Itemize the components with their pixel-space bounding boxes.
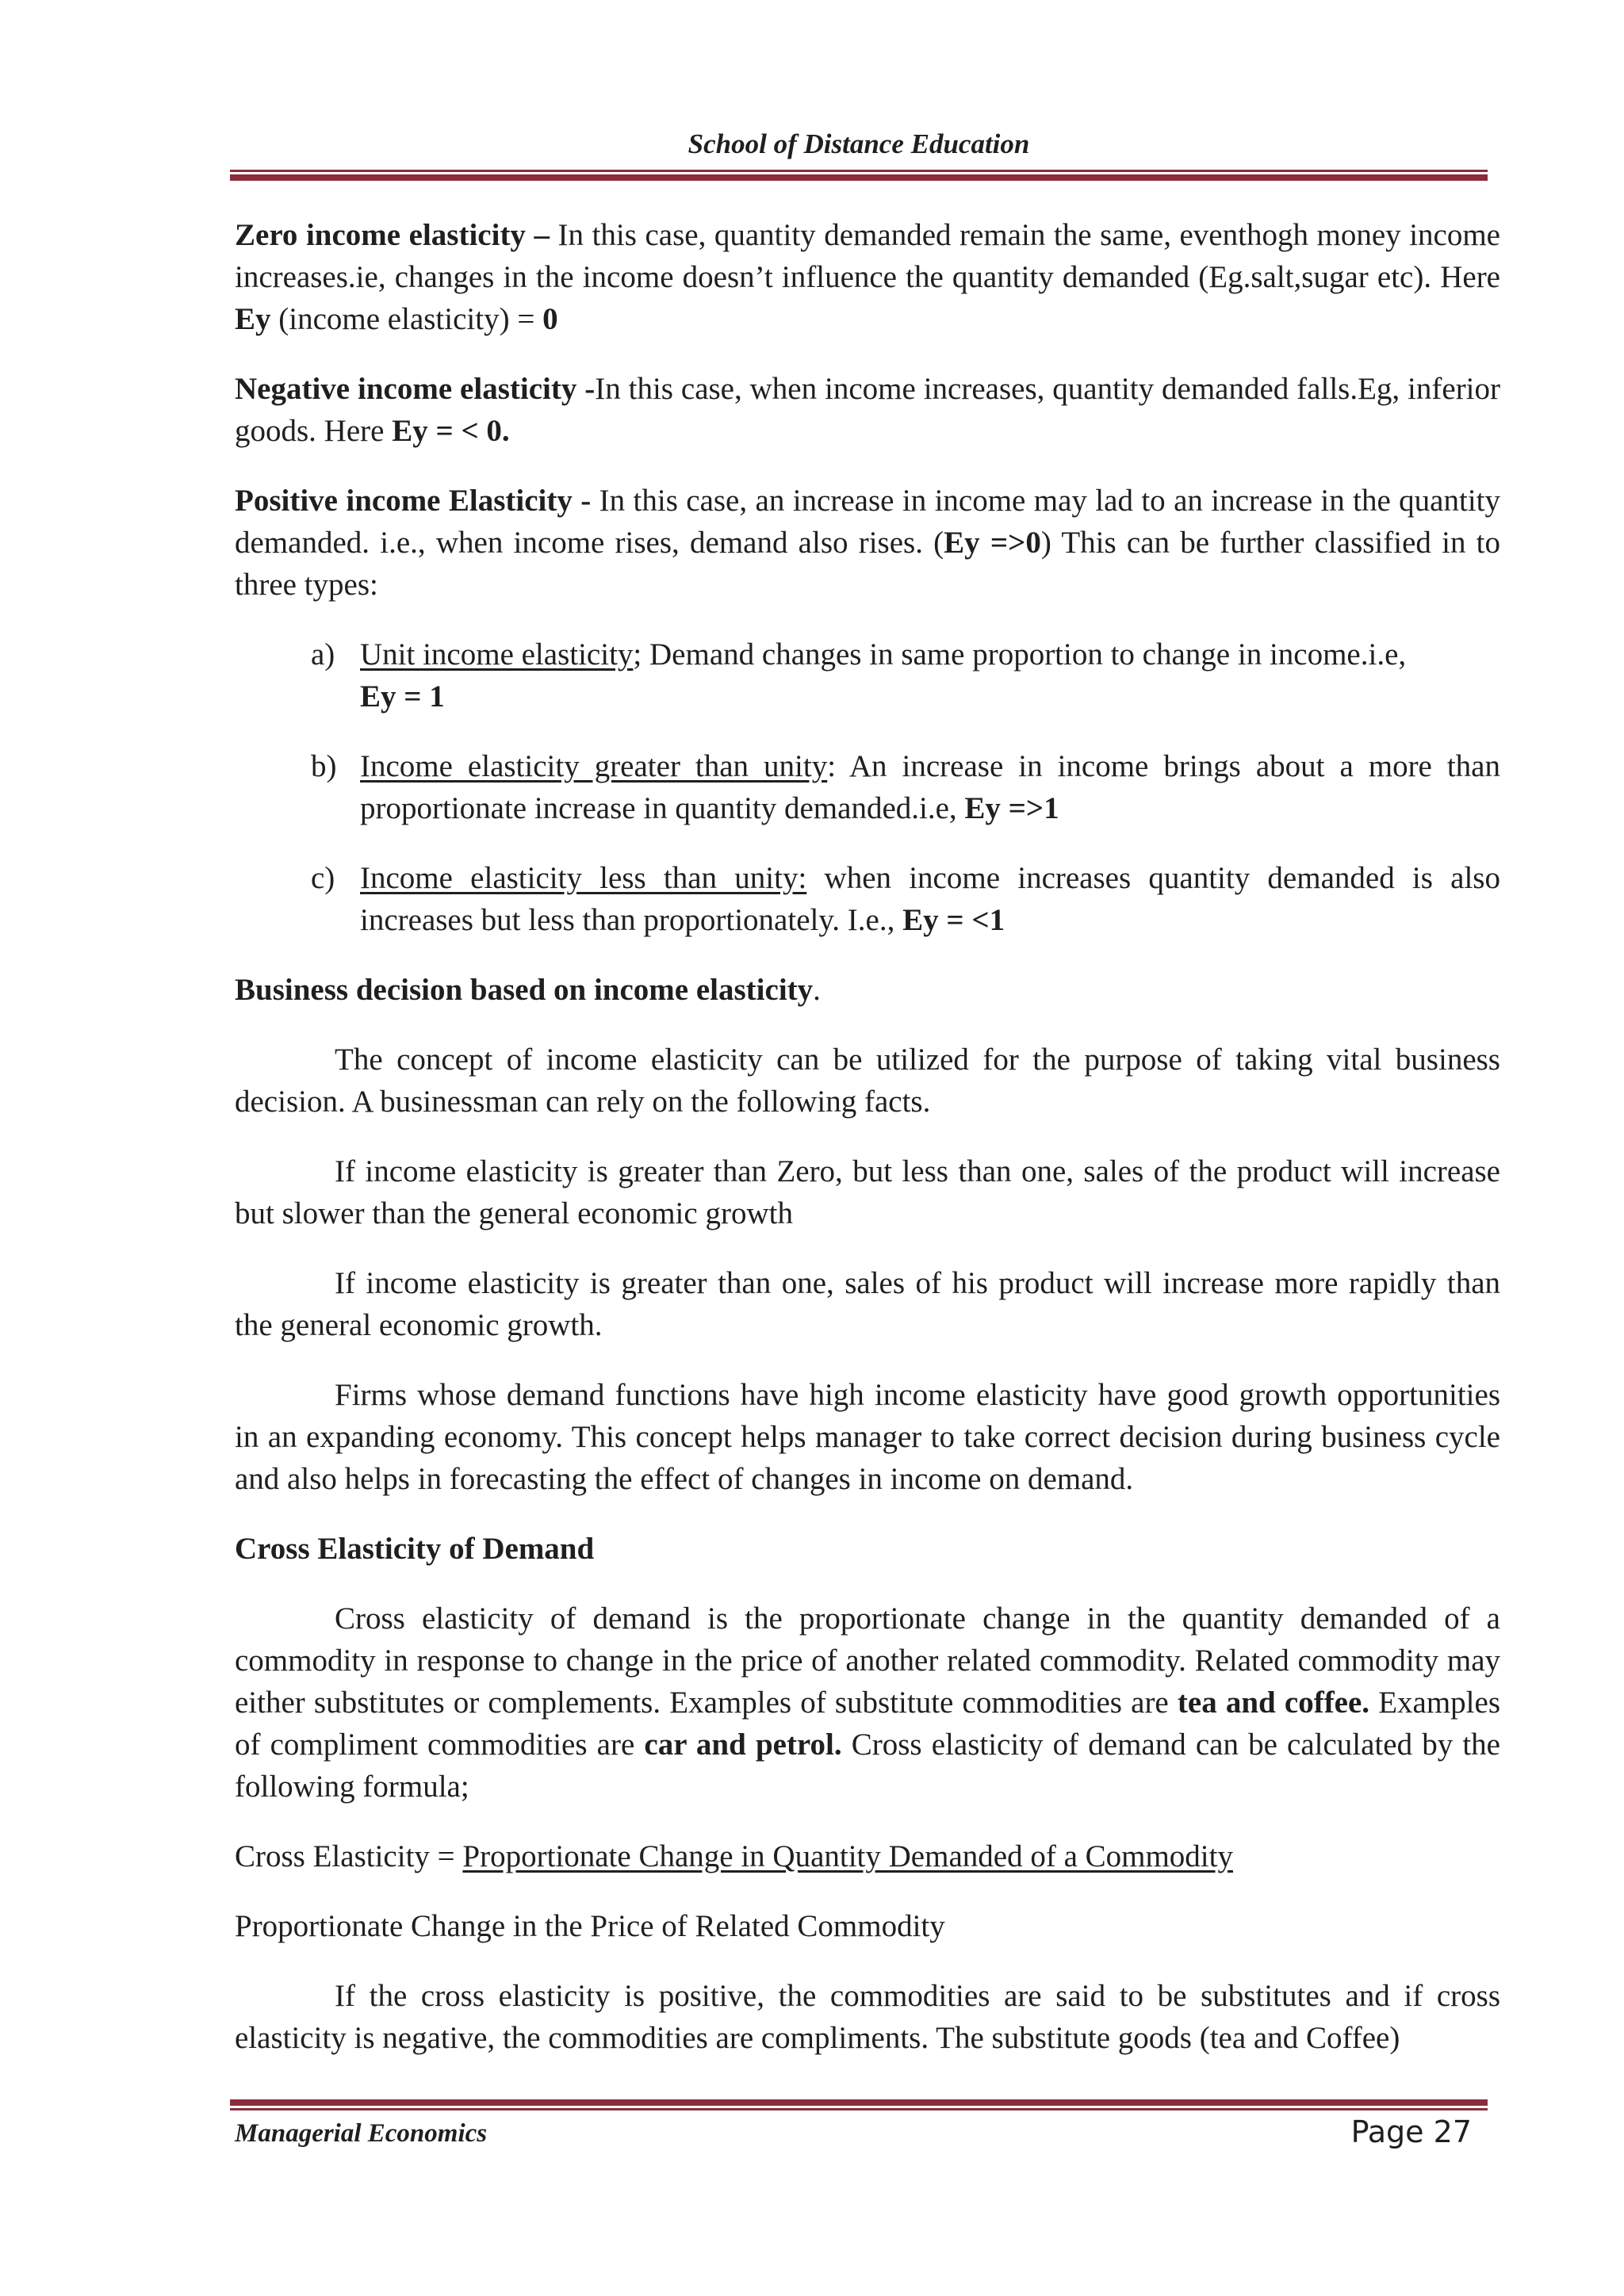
cross-text-1: Cross elasticity of demand is the proportionate change in the quantity demanded of a commodity in response to change in the price of another related commodity. Related commodity may either substitutes or complements. Examples of substitute commodities are	[235, 1601, 1500, 1720]
negative-income-heading: Negative income elasticity -	[235, 372, 596, 406]
list-ey: Ey = 1	[360, 679, 445, 714]
business-paragraph: If income elasticity is greater than one, sales of his product will increase more rapidly than the general economic growth.	[235, 1266, 1500, 1342]
list-marker: c)	[311, 861, 335, 895]
positive-income-text-1: In this case, an increase in income may lad to an increase in the quantity demanded. i.e., when income rises, demand also rises. (	[235, 484, 1500, 560]
footer-rule	[230, 2099, 1488, 2110]
positive-income-heading: Positive income Elasticity -	[235, 484, 592, 518]
page-header-title: School of Distance Education	[688, 128, 1030, 159]
list-marker: b)	[311, 749, 337, 783]
footer-page-number: Page 27	[1350, 2114, 1472, 2149]
list-body	[360, 857, 1500, 941]
cross-elasticity-paragraph-2: If the cross elasticity is positive, the commodities are said to be substitutes and if cross elasticity is negative, the commodities are compliments. The substitute goods (tea and Coffee)	[235, 1979, 1500, 2055]
list-term: Unit income elasticity	[360, 637, 634, 672]
negative-income-text: In this case, when income increases, quantity demanded falls.Eg, inferior goods. Here	[235, 372, 1500, 448]
cross-formula-label: Cross Elasticity =	[235, 1839, 463, 1873]
cross-text-3: Cross elasticity of demand can be calculated by the following formula;	[235, 1728, 1500, 1804]
zero-income-ey-value: 0	[542, 302, 558, 336]
business-decision-heading: Business decision based on income elasticity	[235, 973, 814, 1007]
zero-income-ey-text: (income elasticity) =	[270, 302, 543, 336]
page-content	[235, 214, 1500, 2087]
negative-income-paragraph	[235, 368, 1500, 452]
list-term: Income elasticity greater than unity	[360, 749, 828, 783]
positive-income-text-2: ) This can be further classified in to three types:	[235, 526, 1500, 602]
business-paragraph: The concept of income elasticity can be utilized for the purpose of taking vital business decision. A businessman can rely on the following facts.	[235, 1043, 1500, 1119]
cross-formula-numerator-line	[235, 1835, 1500, 1877]
cross-formula-denominator: Proportionate Change in the Price of Related Commodity	[235, 1909, 945, 1943]
list-item	[235, 745, 1500, 829]
business-decision-heading-line	[235, 969, 1500, 1011]
negative-income-ey: Ey = < 0.	[392, 414, 510, 448]
positive-income-ey: Ey =>0	[944, 526, 1041, 560]
list-term: Income elasticity less than unity:	[360, 861, 807, 895]
list-body	[360, 633, 1500, 718]
list-item	[235, 633, 1500, 718]
zero-income-ey-label: Ey	[235, 302, 271, 336]
list-text: ; Demand changes in same proportion to change in income.i.e,	[633, 637, 1407, 672]
positive-income-paragraph	[235, 480, 1500, 606]
cross-elasticity-paragraph	[235, 1598, 1500, 1808]
cross-elasticity-heading: Cross Elasticity of Demand	[235, 1532, 595, 1566]
list-body	[360, 745, 1500, 829]
list-marker: a)	[311, 637, 335, 672]
cross-bold-complements: car and petrol.	[644, 1728, 842, 1762]
zero-income-paragraph	[235, 214, 1500, 340]
cross-formula-numerator: Proportionate Change in Quantity Demanded of a Commodity	[462, 1839, 1233, 1873]
list-item	[235, 857, 1500, 941]
list-ey: Ey =>1	[964, 791, 1059, 825]
list-text: : An increase in income brings about a more than proportionate increase in quantity demanded.i.e,	[360, 749, 1500, 825]
business-paragraph: Firms whose demand functions have high income elasticity have good growth opportunities in an expanding economy. This concept helps manager to take correct decision during business cycle and also helps in forecasting the effect of changes in income on demand.	[235, 1378, 1500, 1496]
zero-income-heading: Zero income elasticity –	[235, 218, 550, 252]
cross-bold-substitutes: tea and coffee.	[1177, 1686, 1370, 1720]
cross-text-2: Examples of compliment commodities are	[235, 1686, 1500, 1762]
zero-income-text: In this case, quantity demanded remain the same, eventhogh money income increases.ie, changes in the income doesn’t influence the quantity demanded (Eg.salt,sugar etc). Here	[235, 218, 1500, 294]
list-text: when income increases quantity demanded is also increases but less than proportionately. I.e.,	[360, 861, 1500, 937]
header-rule	[230, 170, 1488, 181]
business-paragraph: If income elasticity is greater than Zero, but less than one, sales of the product will increase but slower than the general economic growth	[235, 1154, 1500, 1230]
business-decision-heading-period: .	[813, 973, 821, 1007]
page-footer	[235, 2114, 1488, 2154]
cross-elasticity-heading-line	[235, 1528, 1500, 1570]
list-ey: Ey = <1	[902, 903, 1005, 937]
footer-book-title: Managerial Economics	[235, 2119, 488, 2148]
